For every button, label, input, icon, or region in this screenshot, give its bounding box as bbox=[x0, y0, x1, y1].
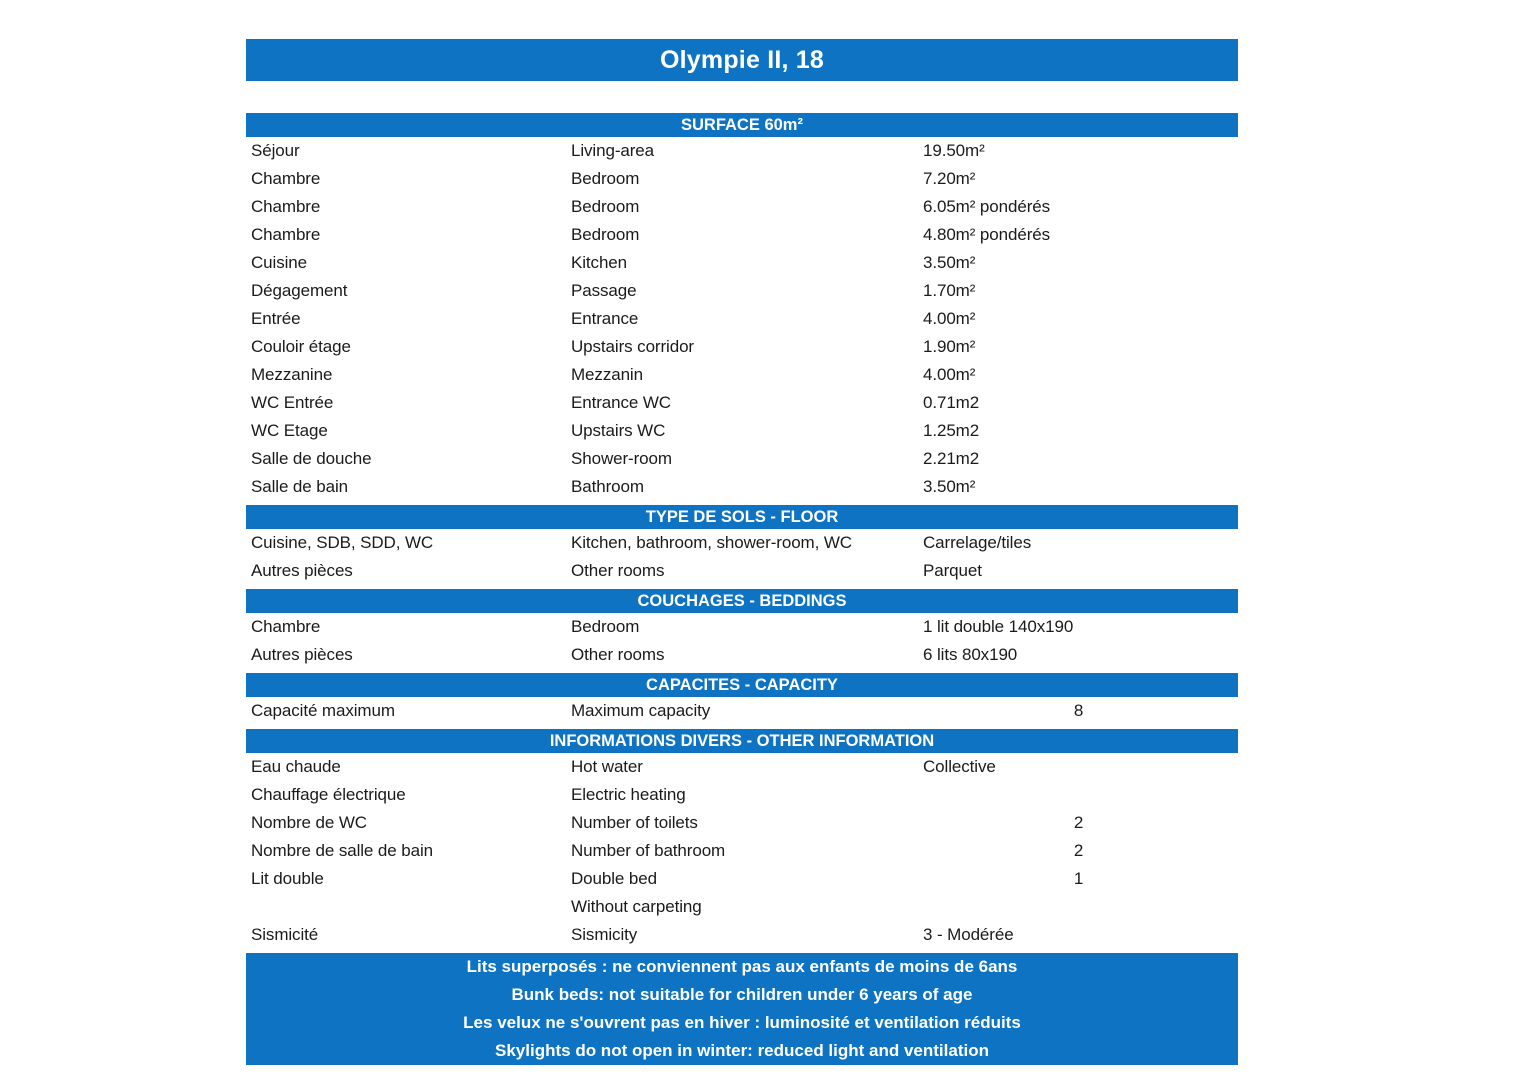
label-fr: Salle de douche bbox=[251, 449, 372, 468]
label-fr: Sismicité bbox=[251, 925, 319, 944]
row-value: 6 lits 80x190 bbox=[923, 645, 1018, 664]
label-en: Electric heating bbox=[571, 785, 686, 804]
row-value: 1.25m2 bbox=[923, 421, 980, 440]
section-header-surface: SURFACE 60m² bbox=[246, 113, 1238, 137]
label-fr: Séjour bbox=[251, 141, 300, 160]
label-fr: Dégagement bbox=[251, 281, 348, 300]
table-row bbox=[246, 865, 1238, 893]
label-en: Living-area bbox=[571, 141, 655, 160]
property-sheet bbox=[246, 39, 1238, 1065]
row-value: 2.21m2 bbox=[923, 449, 980, 468]
label-fr: Nombre de salle de bain bbox=[251, 841, 433, 860]
label-en: Number of bathroom bbox=[571, 841, 726, 860]
table-row bbox=[246, 249, 1238, 277]
table-row bbox=[246, 305, 1238, 333]
label-en: Hot water bbox=[571, 757, 643, 776]
label-fr: WC Entrée bbox=[251, 393, 334, 412]
table-row bbox=[246, 529, 1238, 557]
row-value: 1.90m² bbox=[923, 337, 976, 356]
label-fr: WC Etage bbox=[251, 421, 328, 440]
table-row bbox=[246, 557, 1238, 585]
label-fr: Chauffage électrique bbox=[251, 785, 406, 804]
label-fr: Lit double bbox=[251, 869, 324, 888]
row-value: 7.20m² bbox=[923, 169, 976, 188]
label-fr: Autres pièces bbox=[251, 645, 353, 664]
table-row bbox=[246, 753, 1238, 781]
label-en: Kitchen, bathroom, shower-room, WC bbox=[571, 533, 852, 552]
row-value: Carrelage/tiles bbox=[923, 533, 1032, 552]
label-en: Double bed bbox=[571, 869, 657, 888]
label-fr: Autres pièces bbox=[251, 561, 353, 580]
label-fr: Couloir étage bbox=[251, 337, 351, 356]
warning-line: Skylights do not open in winter: reduced light and ventilation bbox=[495, 1041, 989, 1060]
label-en: Bedroom bbox=[571, 225, 640, 244]
label-fr: Entrée bbox=[251, 309, 301, 328]
table-row bbox=[246, 221, 1238, 249]
label-en: Bedroom bbox=[571, 197, 640, 216]
section-header-capacity: CAPACITES - CAPACITY bbox=[246, 673, 1238, 697]
label-fr: Eau chaude bbox=[251, 757, 341, 776]
row-value: 3.50m² bbox=[923, 477, 976, 496]
section-header-info: INFORMATIONS DIVERS - OTHER INFORMATION bbox=[246, 729, 1238, 753]
label-en: Shower-room bbox=[571, 449, 672, 468]
table-row bbox=[246, 417, 1238, 445]
table-row bbox=[246, 893, 1238, 921]
section-header-beddings: COUCHAGES - BEDDINGS bbox=[246, 589, 1238, 613]
label-en: Mezzanin bbox=[571, 365, 643, 384]
label-en: Upstairs WC bbox=[571, 421, 666, 440]
label-fr: Mezzanine bbox=[251, 365, 333, 384]
label-fr: Cuisine bbox=[251, 253, 307, 272]
table-row bbox=[246, 473, 1238, 501]
label-en: Maximum capacity bbox=[571, 701, 711, 720]
label-fr: Chambre bbox=[251, 169, 321, 188]
table-row bbox=[246, 781, 1238, 809]
label-en: Other rooms bbox=[571, 561, 665, 580]
label-en: Passage bbox=[571, 281, 637, 300]
table-row bbox=[246, 389, 1238, 417]
label-en: Other rooms bbox=[571, 645, 665, 664]
label-fr: Chambre bbox=[251, 617, 321, 636]
row-value: 3 - Modérée bbox=[923, 925, 1014, 944]
row-value: 4.00m² bbox=[923, 309, 976, 328]
table-row bbox=[246, 697, 1238, 725]
row-value: 8 bbox=[1073, 701, 1084, 720]
section-header-floor: TYPE DE SOLS - FLOOR bbox=[246, 505, 1238, 529]
label-fr: Cuisine, SDB, SDD, WC bbox=[251, 533, 434, 552]
warning-line: Les velux ne s'ouvrent pas en hiver : luminosité et ventilation réduits bbox=[463, 1013, 1021, 1032]
row-value: 2 bbox=[1073, 813, 1084, 832]
table-row bbox=[246, 165, 1238, 193]
row-value: Collective bbox=[923, 757, 996, 776]
table-row bbox=[246, 333, 1238, 361]
row-value: 2 bbox=[1073, 841, 1084, 860]
warnings-block bbox=[246, 953, 1238, 1065]
row-value: 4.80m² pondérés bbox=[923, 225, 1051, 244]
row-value: 1 bbox=[1073, 869, 1084, 888]
warning-line: Lits superposés : ne conviennent pas aux enfants de moins de 6ans bbox=[466, 957, 1018, 976]
label-fr: Chambre bbox=[251, 197, 321, 216]
label-en: Without carpeting bbox=[571, 897, 702, 916]
table-row bbox=[246, 921, 1238, 949]
table-row bbox=[246, 361, 1238, 389]
label-en: Upstairs corridor bbox=[571, 337, 694, 356]
label-en: Entrance bbox=[571, 309, 639, 328]
row-value: 0.71m2 bbox=[923, 393, 980, 412]
property-title: Olympie II, 18 bbox=[246, 39, 1238, 81]
table-row bbox=[246, 137, 1238, 165]
label-en: Bedroom bbox=[571, 617, 640, 636]
table-row bbox=[246, 837, 1238, 865]
label-en: Bathroom bbox=[571, 477, 644, 496]
row-value: Parquet bbox=[923, 561, 982, 580]
warning-line: Bunk beds: not suitable for children under 6 years of age bbox=[511, 985, 973, 1004]
row-value: 6.05m² pondérés bbox=[923, 197, 1051, 216]
row-value: 19.50m² bbox=[923, 141, 985, 160]
label-fr: Salle de bain bbox=[251, 477, 348, 496]
row-value: 1.70m² bbox=[923, 281, 976, 300]
table-row bbox=[246, 277, 1238, 305]
table-row bbox=[246, 613, 1238, 641]
table-row bbox=[246, 445, 1238, 473]
label-en: Sismicity bbox=[571, 925, 638, 944]
row-value: 3.50m² bbox=[923, 253, 976, 272]
label-en: Kitchen bbox=[571, 253, 628, 272]
table-row bbox=[246, 641, 1238, 669]
row-value: 4.00m² bbox=[923, 365, 976, 384]
row-value: 1 lit double 140x190 bbox=[923, 617, 1074, 636]
label-fr: Chambre bbox=[251, 225, 321, 244]
label-en: Number of toilets bbox=[571, 813, 698, 832]
label-en: Entrance WC bbox=[571, 393, 671, 412]
label-fr: Capacité maximum bbox=[251, 701, 395, 720]
table-row bbox=[246, 193, 1238, 221]
label-en: Bedroom bbox=[571, 169, 640, 188]
label-fr: Nombre de WC bbox=[251, 813, 367, 832]
table-row bbox=[246, 809, 1238, 837]
